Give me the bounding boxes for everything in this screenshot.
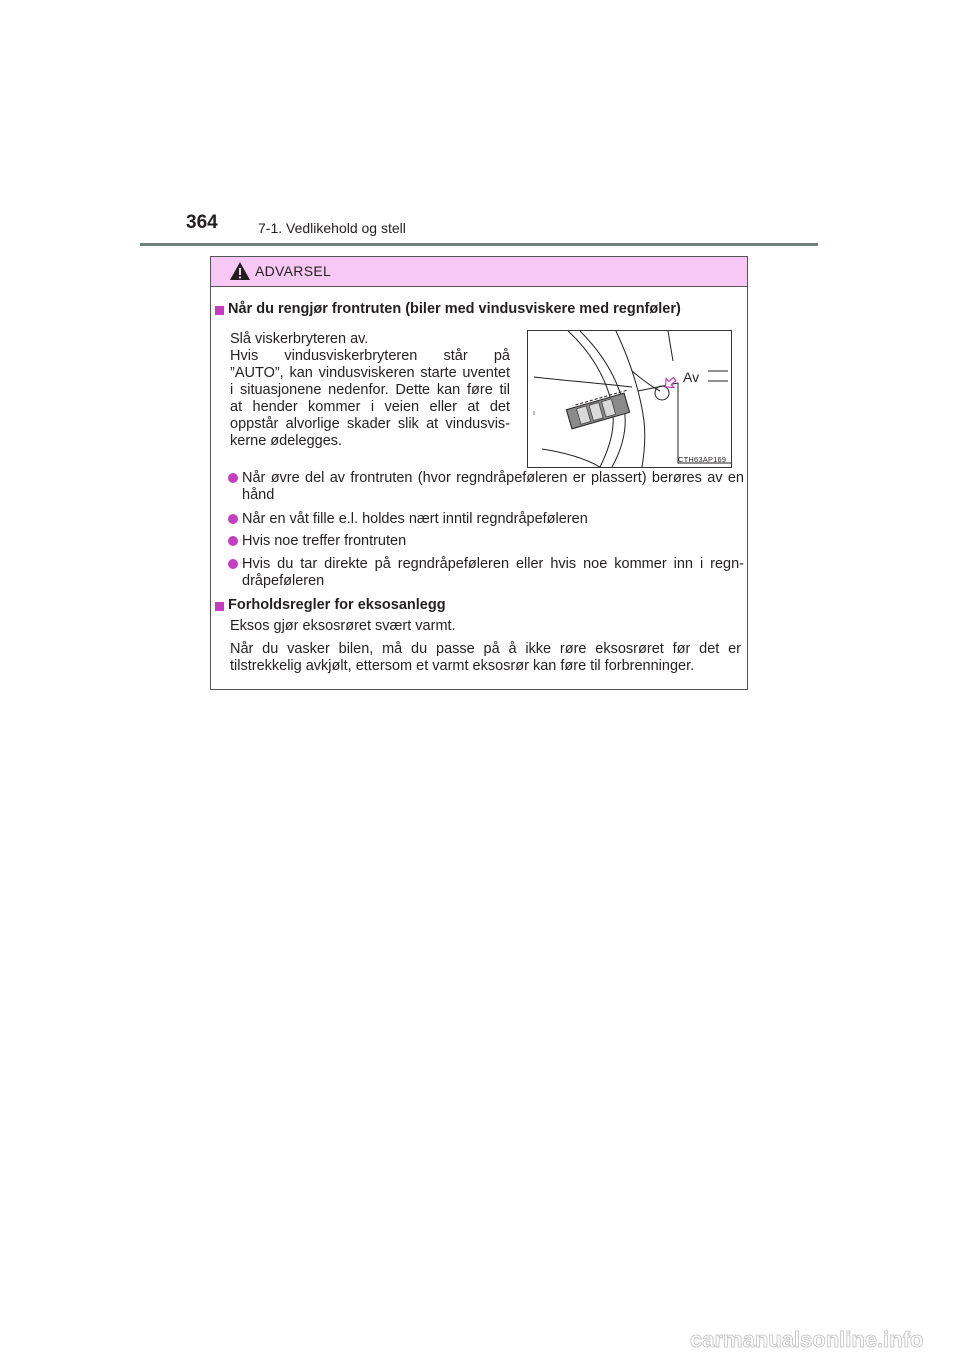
bullet-dot [228,536,238,546]
intro-line: Hvis vindusviskerbryteren står på [230,348,510,364]
section-title: 7-1. Vedlikehold og stell [258,220,406,236]
bullet-dot [228,559,238,569]
header-rule [140,243,818,246]
bullet-dot [228,473,238,483]
intro-line: Slå viskerbryteren av. [230,331,369,347]
figure-code: CTH63AP169 [678,455,727,464]
page-number: 364 [186,212,218,233]
intro-line: ”AUTO”, kan vindusviskeren starte uventet [230,365,510,381]
warning-title: ADVARSEL [255,263,332,279]
intro-line: kerne ødelegges. [230,433,343,449]
warning-box [210,256,748,690]
wiper-switch-figure [527,330,732,468]
paragraph: Eksos gjør eksosrøret svært varmt. [230,618,456,634]
section-marker [215,602,224,611]
paragraph: Når du vasker bilen, må du passe på å ikke røre eksosrøret før det er tilstrekkelig avkjølt, ettersom et varmt eksosrør kan føre til forbrenninger. [230,641,741,674]
intro-line: at hender kommer i veien eller at det [230,399,510,415]
warning-triangle-icon [229,261,251,281]
intro-line: oppstår alvorlige skader slik at vindusvis- [230,416,510,432]
warning-header [211,257,747,287]
bullet-item: Hvis du tar direkte på regndråpeføleren eller hvis noe kommer inn i regn-dråpeføleren [242,556,744,589]
bullet-item: Hvis noe treffer frontruten [242,533,407,549]
wiper-switch-illustration [528,331,731,467]
section-marker [215,306,224,315]
section-heading: Forholdsregler for eksosanlegg [228,597,446,613]
intro-line: i situasjonene nedenfor. Dette kan føre til [230,382,510,398]
footer-watermark [690,1324,960,1354]
figure-label: Av [683,369,700,385]
bullet-dot [228,514,238,524]
bullet-item: Når en våt fille e.l. holdes nært inntil regndråpeføleren [242,511,588,527]
section-heading: Når du rengjør frontruten (biler med vindusviskere med regnføler) [228,301,681,317]
bullet-item: Når øvre del av frontruten (hvor regndråpeføleren er plassert) berøres av en hånd [242,470,744,503]
watermark-text: carmanualsonline.info [690,1327,924,1352]
